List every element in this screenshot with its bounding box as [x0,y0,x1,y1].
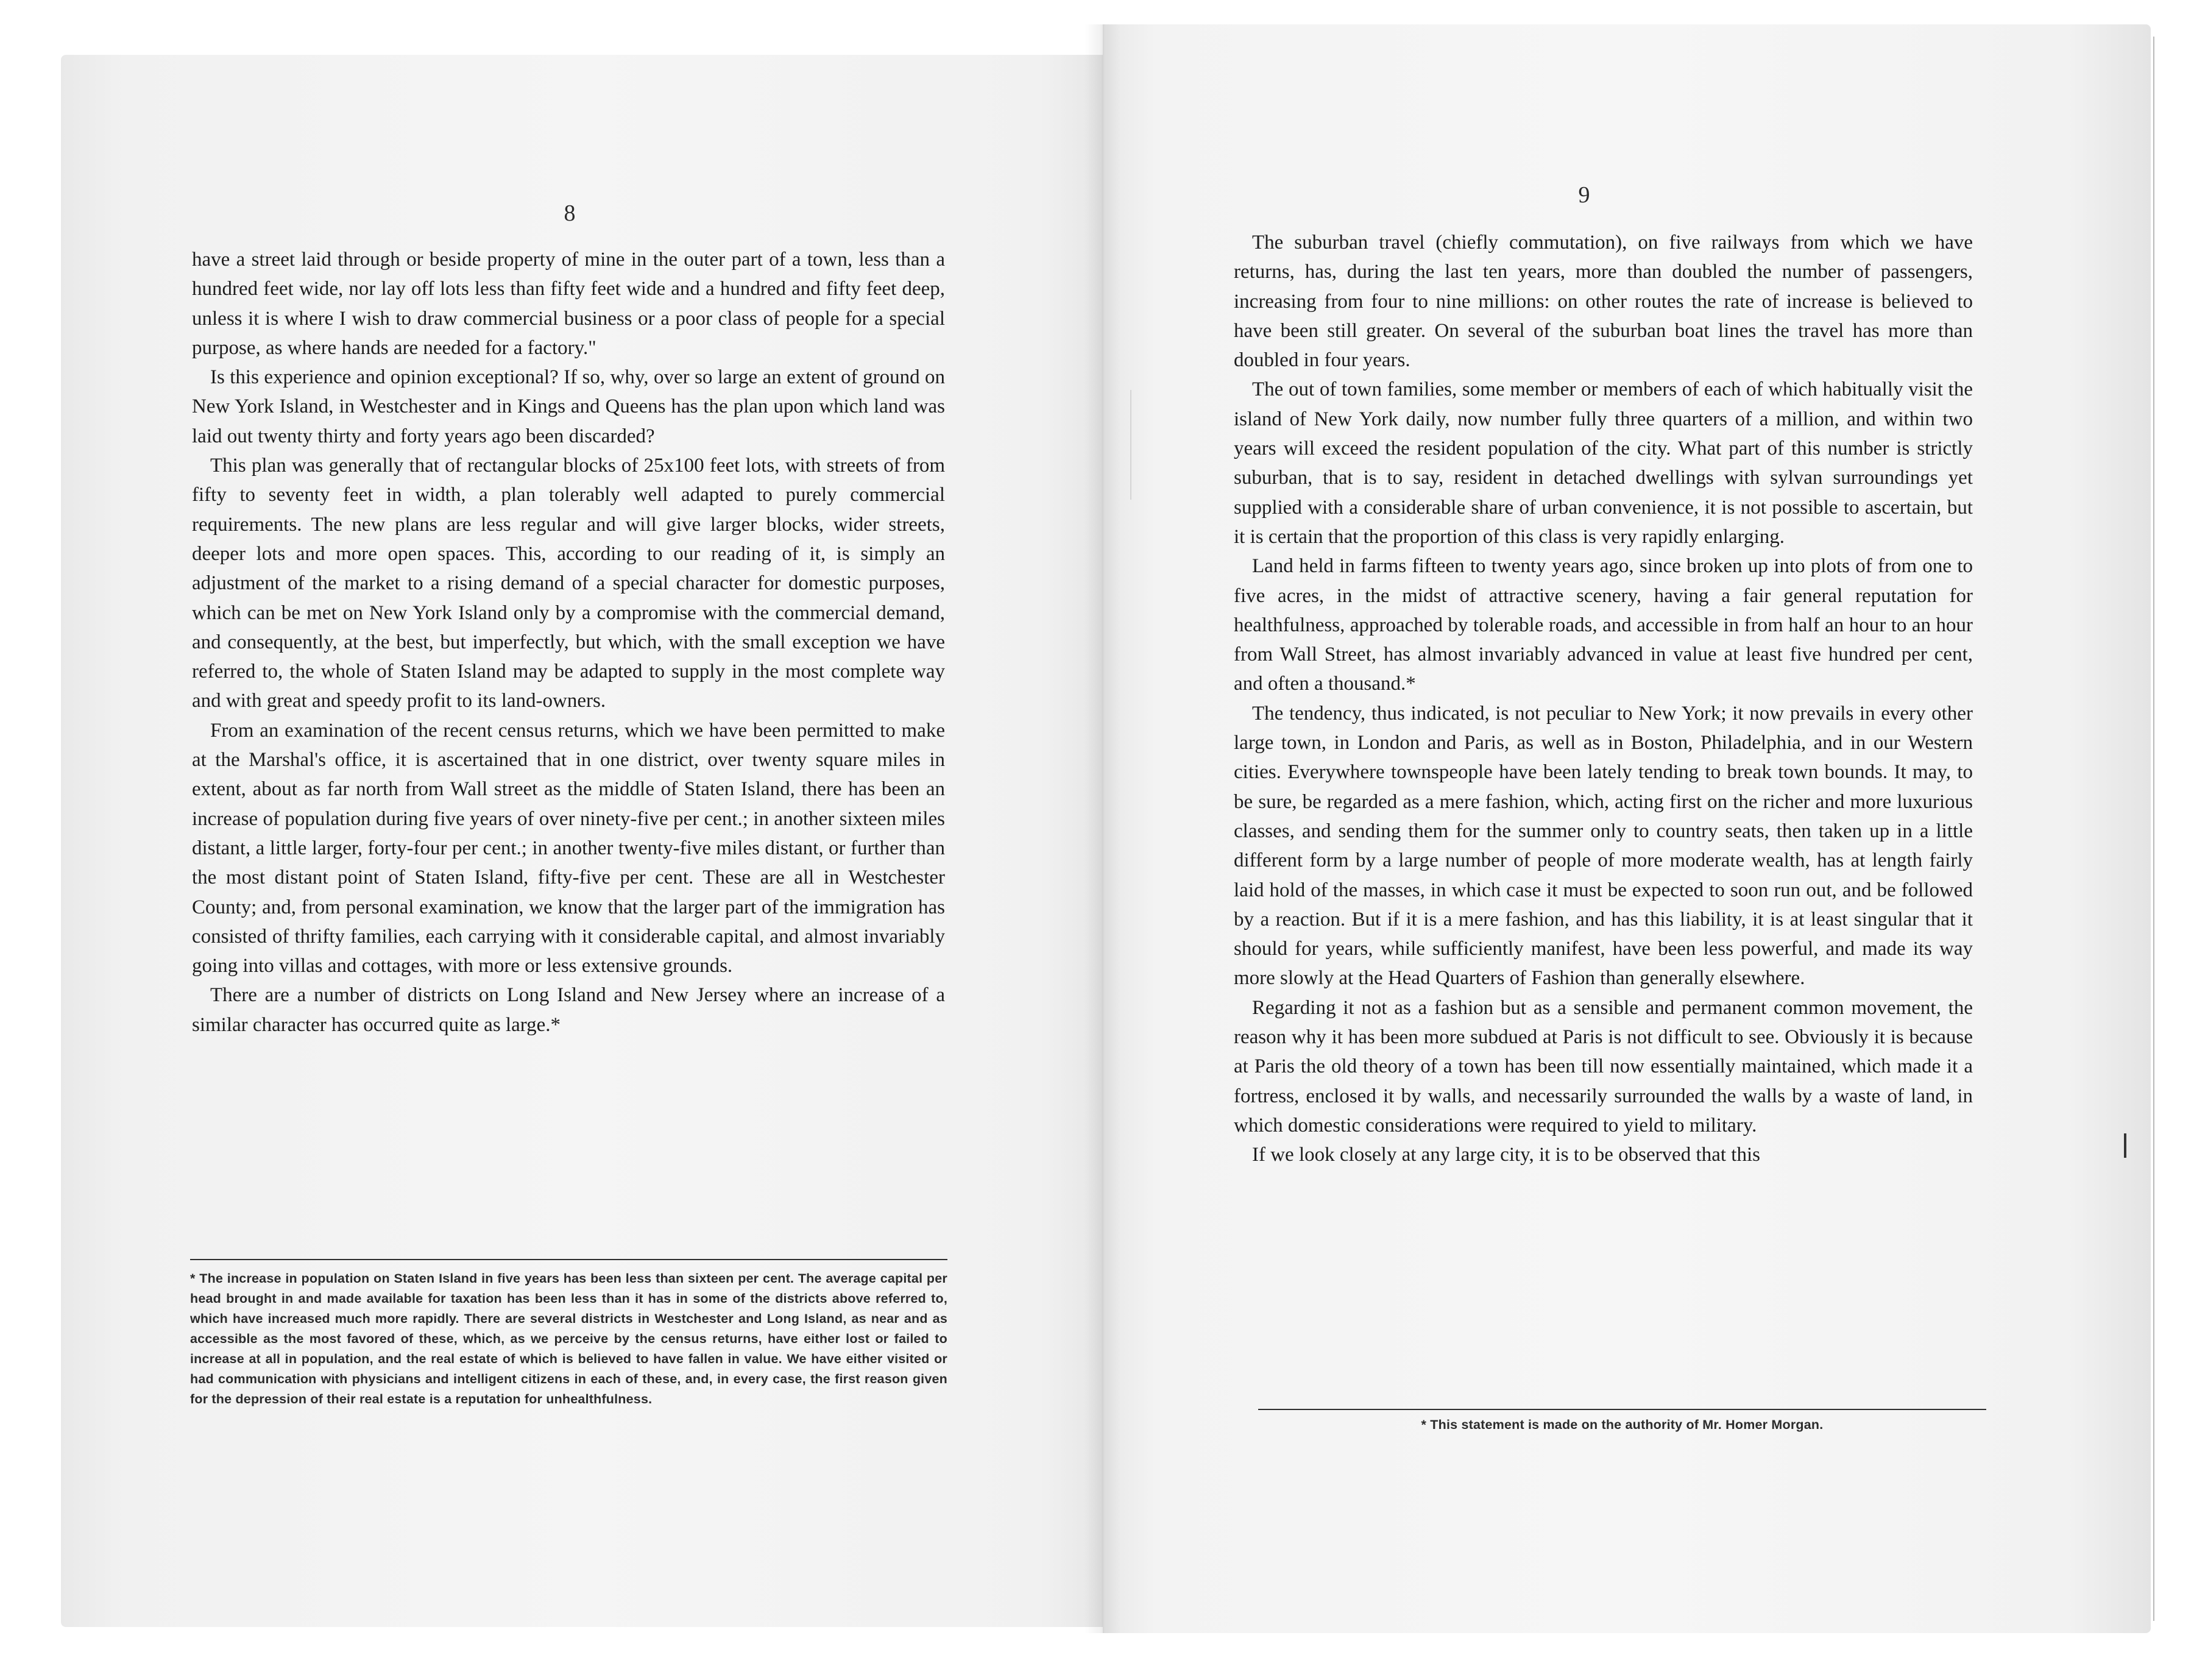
footnote-rule-right [1258,1409,1986,1410]
paragraph: The tendency, thus indicated, is not peculiar to New York; it now prevails in every other large town, in London and Paris, as well as in Boston, Philadelphia, and in our Western cities. Everywhere townspeople have been lately tending to break town bounds. It may, to be sure, be regarded as a mere fashion, which, acting first on the richer and more luxurious classes, and sending them for the summer only to country seats, then taken up in a little different form by a large number of people of more moderate wealth, has at length fairly laid hold of the masses, in which case it must be expected to soon run out, and be followed by a reaction. But if it is a mere fashion, and has this liability, it is at least singular that it should for years, while sufficiently manifest, have been less powerful, and made its way more slowly at the Head Quarters of Fashion than generally elsewhere. [1234,702,1973,990]
footnote-left: * The increase in population on Staten Island in five years has been less than sixteen per cent. The average capital per head brought in and made available for taxation has been less than it has in some of the districts above referred to, which have increased much more rapidly. There are several districts in Westchester and Long Island, as near and as accessible as the most favored of these, which, as we perceive by the census returns, have either lost or failed to increase at all in population, and the real estate of which is believed to have fallen in value. We have either visited or had communication with physicians and intelligent citizens in each of these, and, in every case, the first reason given for the depression of their real estate is a reputation for unhealthfulness. [190,1271,947,1406]
page-edge [2145,37,2154,1621]
edge-mark [2124,1133,2126,1158]
footnote-rule-left [190,1259,947,1260]
paragraph: have a street laid through or beside property of mine in the outer part of a town, less than a hundred feet wide, nor lay off lots less than fifty feet wide and a hundred and fifty feet deep, unless it is where I wish to draw commercial business or a poor class of people for a special purpose, as where hands are needed for a factory." [192,249,945,359]
paragraph: If we look closely at any large city, it is to be observed that this [1252,1144,1760,1166]
paragraph: Land held in farms fifteen to twenty years ago, since broken up into plots of from one to five acres, in the midst of attractive scenery, having a fair general reputation for healthfulness, approached by tolerable roads, and accessible in from half an hour to an hour from Wall Street, has almost invariably advanced in value at least five hundred per cent, and often a thousand.* [1234,555,1973,695]
right-page-body [1234,228,1973,1170]
paragraph: The out of town families, some member or members of each of which habitually visit the island of New York daily, now number fully three quarters of a million, and within two years will exceed the resident population of the city. What part of this number is strictly suburban, that is to say, resident in detached dwellings with sylvan surroundings yet supplied with a considerable share of urban convenience, it is not possible to ascertain, but it is certain that the proportion of this class is very rapidly enlarging. [1234,378,1973,548]
paragraph: The suburban travel (chiefly commutation), on five railways from which we have returns, has, during the last ten years, more than doubled the number of passengers, increasing from four to nine millions: on other routes the rate of increase is believed to have been still greater. On several of the suburban boat lines the travel has more than doubled in four years. [1234,232,1973,372]
page-number-left: 8 [564,200,576,226]
book-gutter [1085,24,1121,1633]
left-page-body [192,245,945,1040]
paragraph: Is this experience and opinion exceptional? If so, why, over so large an extent of ground on New York Island, in Westchester and in Kings and Queens has the plan upon which land was laid out twenty thirty and forty years ago been discarded? [192,366,945,447]
paragraph: From an examination of the recent census returns, which we have been permitted to make at the Marshal's office, it is ascertained that in one district, over twenty square miles in extent, about as far north from Wall street as the middle of Staten Island, there has been an increase of population during five years of over ninety-five per cent.; in another sixteen miles distant, a little larger, forty-four per cent.; in another twenty-five miles distant, or further than the most distant point of Staten Island, fifty-five per cent. These are all in Westchester County; and, from personal examination, we know that the larger part of the immigration has consisted of thrifty families, each carrying with it considerable capital, and almost invariably going into villas and cottages, with more or less extensive grounds. [192,719,945,977]
page-number-right: 9 [1578,182,1590,208]
paragraph: This plan was generally that of rectangular blocks of 25x100 feet lots, with streets of from fifty to seventy feet in width, a plan tolerably well adapted to purely commercial requirements. The new plans are less regular and will give larger blocks, wider streets, deeper lots and more open spaces. This, according to our reading of it, is simply an adjustment of the market to a rising demand of a special character for domestic purposes, which can be met on New York Island only by a compromise with the commercial demand, and consequently, at the best, but imperfectly, but which, with the small exception we have referred to, the whole of Staten Island may be adapted to supply in the most complete way and with great and speedy profit to its land-owners. [192,455,945,712]
page-crease [1130,390,1136,500]
paragraph: Regarding it not as a fashion but as a sensible and permanent common movement, the reason why it has been more subdued at Paris is not difficult to see. Obviously it is because at Paris the old theory of a town has been till now essentially maintained, which made it a fortress, enclosed it by walls, and necessarily surrounded the walls by a waste of land, in which domestic considerations were required to yield to military. [1234,996,1973,1136]
paragraph: There are a number of districts on Long Island and New Jersey where an increase of a similar character has occurred quite as large.* [192,984,945,1036]
footnote-right: * This statement is made on the authority of Mr. Homer Morgan. [1421,1417,1824,1432]
